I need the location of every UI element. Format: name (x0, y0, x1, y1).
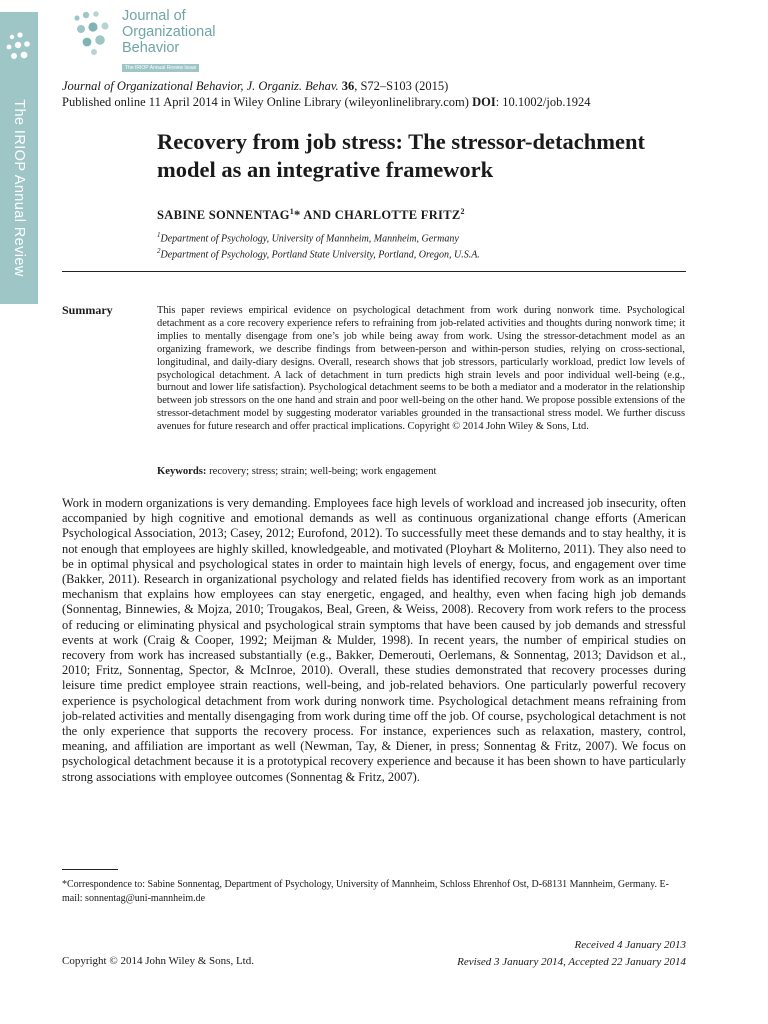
volume: 36 (341, 79, 355, 93)
summary-label: Summary (62, 303, 113, 317)
author-affil-sup: 1 (289, 207, 295, 216)
publication-info: Published online 11 April 2014 in Wiley Online Library (wileyonlinelibrary.com) (62, 95, 473, 109)
author-name: SABINE SONNENTAG (157, 208, 290, 223)
citation-block (62, 78, 692, 110)
author-joiner: AND (300, 208, 335, 223)
copyright-footer: Copyright © 2014 John Wiley & Sons, Ltd. (62, 955, 254, 967)
side-band-label: The IRIOP Annual Review (11, 99, 27, 277)
revised-accepted-dates: Revised 3 January 2014, Accepted 22 January 2014 (457, 956, 686, 968)
author-affil-sup: 2 (460, 207, 465, 216)
corresponding-mark: * (294, 208, 301, 223)
pages: , S72–S103 (2015) (354, 79, 449, 93)
affiliation (157, 245, 697, 261)
affiliation-text: Department of Psychology, Portland State University, Portland, Oregon, U.S.A. (160, 249, 480, 261)
header-divider (62, 271, 686, 272)
logo-line: Behavior (122, 40, 180, 56)
article-title: Recovery from job stress: The stressor-detachment model as an integrative framework (157, 129, 646, 182)
keywords-label: Keywords: (157, 466, 207, 477)
journal-citation: Journal of Organizational Behavior, J. Organiz. Behav. (62, 79, 342, 93)
journal-logo-text (122, 8, 216, 56)
affiliation (157, 229, 697, 245)
logo-line: Organizational (122, 24, 216, 40)
affiliations (157, 229, 697, 262)
affiliation-sup: 1 (157, 231, 161, 239)
logo-line: Journal of (122, 8, 186, 24)
author-name: CHARLOTTE FRITZ (334, 208, 461, 223)
keywords (157, 466, 685, 477)
doi-label: DOI (472, 95, 496, 109)
received-dates (326, 937, 686, 971)
received-date: Received 4 January 2013 (574, 939, 686, 951)
citation-line-2 (62, 94, 692, 110)
authors-line (157, 207, 465, 223)
citation-line-1 (62, 78, 692, 94)
affiliation-sup: 2 (157, 247, 161, 256)
dots-logo-icon (6, 32, 34, 66)
doi-value: : 10.1002/job.1924 (495, 95, 591, 109)
abstract-text: This paper reviews empirical evidence on psychological detachment from work during nonwork time. Psychological detachment as a core recovery experience refers to refraining from job-related activities and thoughts during nonwork time; it implies to mentally disengage from one’s job while being away from work. Using the stressor-detachment model as an organizing framework, we describe findings from between-person and within-person studies, relying on cross-sectional, longitudinal, and daily-diary designs. Overall, research shows that job stressors, particularly workload, predict low levels of psychological detachment. A lack of detachment in turn predicts high strain levels and poor individual well-being (e.g., burnout and lower life satisfaction). Psychological detachment seems to be both a mediator and a moderator in the relationship between job stressors on the one hand and strain and poor well-being on the other hand. We propose possible extensions of the stressor-detachment model by suggesting moderator variables grounded in the transactional stress model. We further discuss avenues for future research and offer practical implications. Copyright © 2014 John Wiley & Sons, Ltd. (157, 305, 685, 433)
dots-logo-icon (72, 10, 116, 56)
affiliation-text: Department of Psychology, University of Mannheim, Mannheim, Germany (160, 233, 459, 245)
body-paragraph: Work in modern organizations is very demanding. Employees face high levels of workload and increased job insecurity, often accompanied by high cognitive and emotional demands as well as continuous organizational change efforts (American Psychological Association, 2013; Casey, 2012; Eurofond, 2012). To successfully meet these demands and to stay healthy, it is not enough that employees are highly skilled, knowledgeable, and motivated (Ployhart & Moliterno, 2011). They also need to be in optimal physical and psychological states in order to maintain high levels of energy, focus, and engagement over time (Bakker, 2011). Research in organizational psychology and related fields has identified recovery from work as an important mechanism that explains how employees can stay energetic, engaged, and healthy, even when facing high job demands (Sonnentag, Binnewies, & Mojza, 2010; Trougakos, Beal, Green, & Weiss, 2008). Recovery from work refers to the process of reducing or eliminating physical and psychological strain symptoms that have been caused by job demands and stressful events at work (Craig & Cooper, 1992; Meijman & Mulder, 1998). In recent years, the number of empirical studies on recovery from work has increased substantially (e.g., Bakker, Demerouti, Oerlemans, & Sonnentag, 2013; Davidson et al., 2010; Fritz, Sonnentag, Spector, & McInroe, 2010). Overall, these studies demonstrated that recovery processes during leisure time predict employee strain reactions, well-being, and job-related behaviors. One particularly powerful recovery experience is psychological detachment from work during nonwork time. Psychological detachment means refraining from job-related activities and mentally disengaging from work during time off the job. Of course, psychological detachment is not the only experience that supports the recovery process. For instance, experiences such as relaxation, mastery, control, meaning, and affiliation are important as well (Newman, Tay, & Diener, in press; Sonnentag & Fritz, 2007). We focus on psychological detachment because it is a prototypical recovery experience and because it has been shown to have particularly strong associations with employee outcomes (Sonnentag & Fritz, 2007). (62, 496, 686, 784)
keywords-list: recovery; stress; strain; well-being; work engagement (206, 466, 437, 477)
logo-badge: The IRIOP Annual Review Issue (122, 64, 199, 72)
journal-logo (72, 8, 232, 78)
footnote-divider (62, 869, 118, 870)
correspondence-footnote: *Correspondence to: Sabine Sonnentag, Department of Psychology, University of Mannheim, Schloss Ehrenhof Ost, D-68131 Mannheim, Germany. E-mail: sonnentag@uni-mannheim.de (62, 879, 669, 904)
journal-side-band (0, 12, 38, 304)
